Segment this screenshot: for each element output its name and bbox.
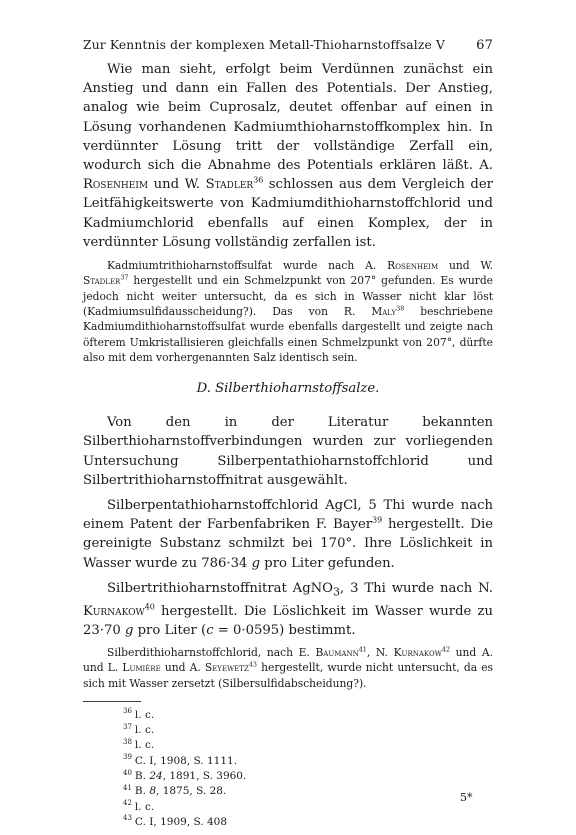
footnote-ref: 38 xyxy=(396,304,405,313)
footnote-number: 38 xyxy=(123,737,132,746)
author-name: Seyewetz xyxy=(204,661,249,675)
note-kadmium xyxy=(83,258,493,365)
footnote xyxy=(123,754,493,769)
footnote-ref: 36 xyxy=(253,175,264,185)
footnote xyxy=(123,708,493,723)
text-run: , 3 Thi wurde nach N. xyxy=(340,580,493,596)
footnote-number: 41 xyxy=(123,783,132,792)
text-run: Wie man sieht, erfolgt beim Verdünnen zunächst ein Anstieg und dann ein Fallen des Potentials. Der Anstieg, analog wie beim Cuprosalz, deutet offenbar auf einen in Lösung vorhandenen Kadmiumthioharnstoffkomplex hin. In verdünnter Lösung tritt der vollständige Zerfall ein, wodurch sich die Abnahme des Potentials erklären läßt. A. xyxy=(83,62,493,174)
text-run: Silbertrithioharnstoffnitrat AgNO xyxy=(107,580,333,596)
paragraph-potential xyxy=(83,60,493,252)
text-run: beschriebene Kadmiumdithioharnstoffsulfat wurde ebenfalls dargestellt und zeigte nach öfterem Umkristallisieren gleichfalls einen Schmelzpunkt von 207°, dürfte also mit dem vorhergenannten Salz identisch sein. xyxy=(83,304,493,364)
footnote-text: , 1875, S. 28. xyxy=(156,785,227,798)
footnote xyxy=(123,738,493,753)
unit: g xyxy=(251,555,261,571)
footnote-volume: 24 xyxy=(149,770,163,783)
footnote xyxy=(123,769,493,784)
printer-signature: 5* xyxy=(460,791,473,804)
text-run: hergestellt, wurde nicht untersucht, da es sich mit Wasser zersetzt (Silbersulfidabscheidung?). xyxy=(83,661,494,690)
page xyxy=(83,38,493,830)
subscript: 3 xyxy=(333,585,340,599)
text-run: hergestellt und ein Schmelzpunkt von 207° gefunden. Es wurde jedoch nicht weiter untersucht, da es sich in Wasser nicht klar löst (Kadmiumsulfidausscheidung?). Das von R. xyxy=(83,274,493,318)
text-run: Silberpentathioharnstoffchlorid AgCl, 5 Thi wurde nach einem Patent der Farbenfabriken F. Bayer xyxy=(83,497,493,533)
footnote-number: 39 xyxy=(123,753,132,762)
author-name: Kurnakow xyxy=(393,645,442,659)
footnote-text: C. I, 1908, S. 1111. xyxy=(134,754,238,767)
text-run: und W. xyxy=(438,259,494,273)
footnote xyxy=(123,723,493,738)
text-run: Silberdithioharnstoffchlorid, nach E. xyxy=(107,645,316,659)
text-run: pro Liter gefunden. xyxy=(260,555,395,571)
page-number: 67 xyxy=(476,38,493,53)
author-name: Maly xyxy=(371,304,397,318)
text-run: Von den in der Literatur bekannten Silberthioharnstoffverbindungen wurden zur vorliegenden Untersuchung Silberpentathioharnstoffchlorid und Silbertrithioharnstoffnitrat ausgewählt. xyxy=(83,415,493,488)
footnote-volume: 8 xyxy=(149,785,157,798)
footnote-ref: 39 xyxy=(372,515,383,525)
unit: g xyxy=(124,622,134,638)
footnote-ref: 37 xyxy=(120,273,129,282)
author-name: Kurnakow xyxy=(83,603,145,619)
variable: c xyxy=(206,622,214,638)
author-name: Rosenheim xyxy=(83,177,149,193)
footnote-number: 36 xyxy=(123,707,132,716)
author-name: Stadler xyxy=(205,177,254,193)
footnote-text: B. xyxy=(134,770,150,783)
text-run: pro Liter ( xyxy=(133,622,207,638)
text-run: , N. xyxy=(366,645,394,659)
footnote-text: C. I, 1909, S. 408 xyxy=(134,815,228,828)
text-run: schlossen aus dem Vergleich der Leitfähigkeitswerte von Kadmiumdithioharnstoffchlorid und Kadmiumchlorid ebenfalls auf einen Komplex, der in verdünnter Lösung vollständig zerfallen ist. xyxy=(83,177,493,250)
footnote-ref: 42 xyxy=(441,645,451,654)
running-header xyxy=(83,38,493,60)
text-run: und A. und L. xyxy=(83,645,493,675)
footnote-ref: 40 xyxy=(144,602,155,612)
text-run: hergestellt. Die gereinigte Substanz schmilzt bei 170°. Ihre Löslichkeit in Wasser wurde zu 786·34 xyxy=(83,517,493,571)
author-name: Rosenheim xyxy=(387,259,439,273)
footnote-list xyxy=(83,708,493,830)
footnote xyxy=(123,800,493,815)
text-run: = 0·0595) bestimmt. xyxy=(213,622,356,638)
footnote xyxy=(123,784,493,799)
footnote-ref: 43 xyxy=(248,660,257,669)
text-run: und A. xyxy=(160,661,205,675)
section-heading: D. Silberthioharnstoffsalze. xyxy=(196,381,380,397)
footnote-number: 42 xyxy=(123,799,132,808)
footnote-text: , 1891, S. 3960. xyxy=(162,770,247,783)
text-run: und W. xyxy=(148,177,206,193)
text-run: Kadmiumtrithioharnstoffsulfat wurde nach A. xyxy=(107,259,388,273)
footnote-ref: 41 xyxy=(358,645,367,654)
paragraph-silbertrithio xyxy=(83,579,493,640)
footnote-text: l. c. xyxy=(134,739,155,752)
footnote xyxy=(123,815,493,830)
author-name: Stadler xyxy=(83,274,121,288)
footnote-number: 37 xyxy=(123,722,132,731)
footnote-number: 43 xyxy=(123,814,132,823)
note-silber xyxy=(83,645,493,691)
footnote-text: B. xyxy=(134,785,150,798)
author-name: Baumann xyxy=(315,645,359,659)
footnote-text: l. c. xyxy=(134,724,155,737)
paragraph-silberpentathio xyxy=(83,496,493,573)
author-name: Lumière xyxy=(122,661,161,675)
text-run: hergestellt. Die Löslichkeit im Wasser wurde zu 23·70 xyxy=(83,603,493,638)
header-title: Zur Kenntnis der komplexen Metall-Thioharnstoffsalze V xyxy=(83,38,446,52)
footnote-text: l. c. xyxy=(134,708,155,721)
footnote-divider xyxy=(83,701,141,702)
footnote-text: l. c. xyxy=(134,800,155,813)
paragraph-silber-intro xyxy=(83,413,493,490)
footnote-number: 40 xyxy=(123,768,132,777)
